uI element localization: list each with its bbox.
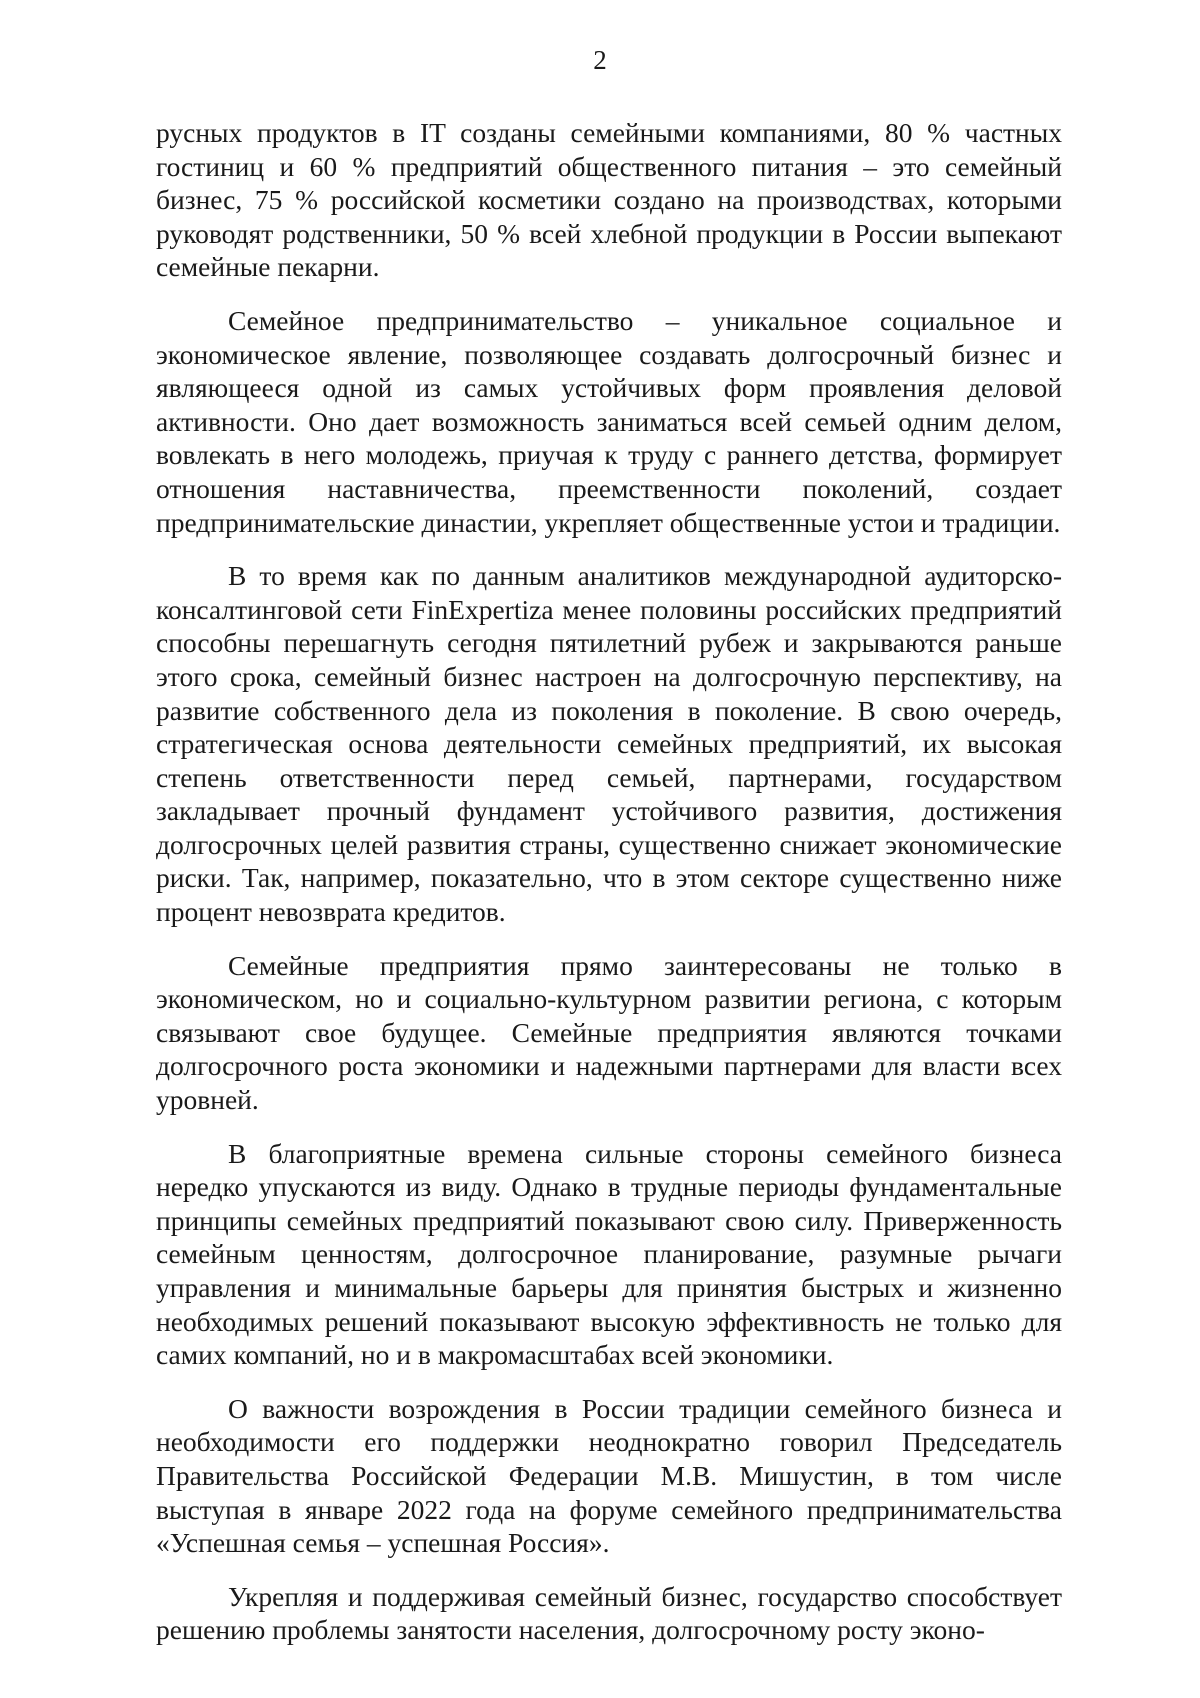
paragraph-regional-development: Семейные предприятия прямо заинтересованы не только в экономическом, но и социально-культурном развитии региона, с которым связывают свое будущее. Семейные предприятия являются точками долгосрочного роста экономики и надежными партнерами для власти всех уровней.	[156, 949, 1062, 1116]
paragraph-mishustin: О важности возрождения в России традиции семейного бизнеса и необходимости его поддержки неоднократно говорил Председатель Правительства Российской Федерации М.В. Мишустин, в том числе выступая в январе 2022 года на форуме семейного предпринимательства «Успешная семья – успешная Россия».	[156, 1392, 1062, 1559]
page-number: 2	[593, 45, 607, 75]
body-text	[156, 116, 1062, 1667]
paragraph-family-entrepreneurship: Семейное предпринимательство – уникальное социальное и экономическое явление, позволяющее создавать долгосрочный бизнес и являющееся одной из самых устойчивых форм проявления деловой активности. Оно дает возможность заниматься всей семьей одним делом, вовлекать в него молодежь, приучая к труду с раннего детства, формирует отношения наставничества, преемственности поколений, создает предпринимательские династии, укрепляет общественные устои и традиции.	[156, 304, 1062, 538]
paragraph-continuation: русных продуктов в IT созданы семейными компаниями, 80 % частных гостиниц и 60 % предприятий общественного питания – это семейный бизнес, 75 % российской косметики создано на производствах, которыми руководят родственники, 50 % всей хлебной продукции в России выпекают семейные пекарни.	[156, 117, 1062, 283]
paragraph-state-support: Укрепляя и поддерживая семейный бизнес, государство способствует решению проблемы занятости населения, долгосрочному росту эконо-	[156, 1580, 1062, 1646]
paragraph-strengths: В благоприятные времена сильные стороны семейного бизнеса нередко упускаются из виду. Однако в трудные периоды фундаментальные принципы семейных предприятий показывают свою силу. Приверженность семейным ценностям, долгосрочное планирование, разумные рычаги управления и минимальные барьеры для принятия быстрых и жизненно необходимых решений показывают высокую эффективность не только для самих компаний, но и в макромасштабах всей экономики.	[156, 1137, 1062, 1371]
paragraph-finexpertiza: В то время как по данным аналитиков международной аудиторско-консалтинговой сети FinExpertiza менее половины российских предприятий способны перешагнуть сегодня пятилетний рубеж и закрываются раньше этого срока, семейный бизнес настроен на долгосрочную перспективу, на развитие собственного дела из поколения в поколение. В свою очередь, стратегическая основа деятельности семейных предприятий, их высокая степень ответственности перед семьей, партнерами, государством закладывает прочный фундамент устойчивого развития, достижения долгосрочных целей развития страны, существенно снижает экономические риски. Так, например, показательно, что в этом секторе существенно ниже процент невозврата кредитов.	[156, 560, 1062, 928]
